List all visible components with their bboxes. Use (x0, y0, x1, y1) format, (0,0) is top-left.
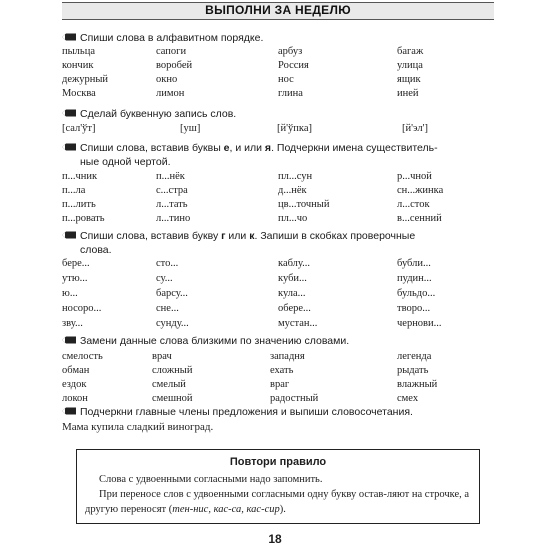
rule-title: Повтори правило (229, 456, 327, 468)
pencil-icon (62, 109, 76, 117)
word-cell: носоро... (62, 303, 102, 314)
word-cell: арбуз (278, 46, 303, 57)
word-cell: Москва (62, 88, 96, 99)
pencil-icon (62, 407, 76, 415)
task-4-text-line2: слова. (80, 244, 112, 256)
word-cell: сн...жинка (397, 185, 444, 196)
letter-g: г (221, 230, 226, 242)
word-cell: утю... (62, 273, 88, 284)
page-number: 18 (268, 532, 282, 546)
word-cell: сложный (152, 365, 193, 376)
word-cell: смешной (152, 393, 193, 404)
transcription-cell: [уш] (180, 123, 201, 134)
word-cell: западня (270, 351, 305, 362)
task-3-text-post: . Подчеркни имена существитель- (271, 142, 438, 154)
word-cell: ездок (62, 379, 87, 390)
word-cell: зву... (62, 318, 83, 329)
word-cell: локон (62, 393, 88, 404)
letter-e: е (223, 142, 230, 154)
word-cell: п...ровать (62, 213, 105, 224)
header-bottom-rule (62, 19, 494, 20)
word-cell: су... (156, 273, 173, 284)
task-4-text-mid: или (225, 230, 250, 242)
pencil-icon (62, 143, 76, 151)
word-cell: л...тино (156, 213, 191, 224)
task-1-instruction (62, 31, 263, 45)
task-5-text: Замени данные слова близкими по значению словами. (80, 335, 350, 347)
task-4-text: Спиши слова, вставив букву (80, 230, 222, 242)
word-cell: пыльца (62, 46, 95, 57)
word-cell: рыдать (397, 365, 429, 376)
word-cell: пл...чо (278, 213, 308, 224)
task-1-text: Спиши слова в алфавитном порядке. (80, 32, 264, 44)
task-2-text: Сделай буквенную запись слов. (80, 108, 237, 120)
word-cell: лимон (156, 88, 185, 99)
transcription-cell: [сал'ўт] (62, 123, 96, 134)
word-cell: р...чной (397, 171, 432, 182)
word-cell: иней (397, 88, 419, 99)
word-cell: мустан... (278, 318, 318, 329)
word-cell: враг (270, 379, 290, 390)
word-cell: каблу... (278, 258, 310, 269)
word-cell: улица (397, 60, 423, 71)
task-4-instruction (62, 229, 492, 257)
word-cell: багаж (397, 46, 424, 57)
word-cell: воробей (156, 60, 193, 71)
word-cell: сне... (156, 303, 179, 314)
task-3-instruction (62, 141, 492, 169)
word-cell: бульдо... (397, 288, 436, 299)
task-2-instruction (62, 107, 236, 121)
word-cell: п...нёк (156, 171, 185, 182)
word-cell: нос (278, 74, 294, 85)
word-cell: Россия (278, 60, 309, 71)
word-cell: ящик (397, 74, 421, 85)
word-cell: творо... (397, 303, 431, 314)
pencil-icon (62, 33, 76, 41)
word-cell: дежурный (62, 74, 109, 85)
word-cell: обман (62, 365, 90, 376)
task-3-text-mid: , и или (229, 142, 265, 154)
task-6-sentence: Мама купила сладкий виноград. (62, 421, 214, 433)
word-cell: пл...сун (278, 171, 313, 182)
task-3-text: Спиши слова, вставив буквы (80, 142, 224, 154)
rule-line-2-end: ). (279, 504, 286, 515)
transcription-cell: [й'эл'] (402, 123, 428, 134)
task-5-instruction (62, 334, 349, 348)
rule-box (76, 449, 480, 524)
letter-ya: я (264, 142, 272, 154)
word-cell: д...нёк (278, 185, 307, 196)
rule-examples: тен-нис, кас-са, кас-сир (172, 504, 280, 515)
word-cell: сунду... (156, 318, 189, 329)
word-cell: смелый (152, 379, 186, 390)
word-cell: влажный (397, 379, 438, 390)
word-cell: с...стра (156, 185, 188, 196)
word-cell: п...чник (62, 171, 98, 182)
word-cell: куби... (278, 273, 307, 284)
word-cell: барсу... (156, 288, 188, 299)
word-cell: сто... (156, 258, 179, 269)
word-cell: л...тать (156, 199, 188, 210)
rule-line-2-text: При переносе слов с удвоенными согласными одну букву остав-ляют на строчке, а другую переносят ( (85, 489, 470, 515)
word-cell: ехать (270, 365, 294, 376)
rule-line-2 (85, 487, 471, 517)
word-cell: бубли... (397, 258, 431, 269)
pencil-icon (62, 231, 76, 239)
task-3-text-line2: ные одной чертой. (80, 156, 171, 168)
word-cell: кончик (62, 60, 94, 71)
word-cell: п...ла (62, 185, 86, 196)
word-cell: л...сток (397, 199, 430, 210)
letter-k: к (249, 230, 255, 242)
task-6-instruction (62, 405, 413, 419)
transcription-cell: [й'ўпка] (277, 123, 312, 134)
word-cell: ю... (62, 288, 78, 299)
word-cell: цв...точный (278, 199, 330, 210)
word-cell: смех (397, 393, 419, 404)
word-cell: бере... (62, 258, 90, 269)
word-cell: врач (152, 351, 172, 362)
word-cell: обере... (278, 303, 311, 314)
word-cell: п...лить (62, 199, 96, 210)
word-cell: пудин... (397, 273, 432, 284)
pencil-icon (62, 336, 76, 344)
rule-line-1: Слова с удвоенными согласными надо запомнить. (99, 474, 323, 485)
word-cell: в...сенний (397, 213, 442, 224)
task-4-text-post: . Запиши в скобках проверочные (254, 230, 416, 242)
word-cell: глина (278, 88, 303, 99)
word-cell: радостный (270, 393, 319, 404)
word-cell: чернови... (397, 318, 442, 329)
word-cell: сапоги (156, 46, 187, 57)
page-title: ВЫПОЛНИ ЗА НЕДЕЛЮ (205, 3, 351, 17)
word-cell: легенда (397, 351, 432, 362)
word-cell: окно (156, 74, 178, 85)
page-header (62, 2, 494, 20)
word-cell: смелость (62, 351, 103, 362)
word-cell: кула... (278, 288, 306, 299)
task-6-text: Подчеркни главные члены предложения и выпиши словосочетания. (80, 406, 413, 418)
